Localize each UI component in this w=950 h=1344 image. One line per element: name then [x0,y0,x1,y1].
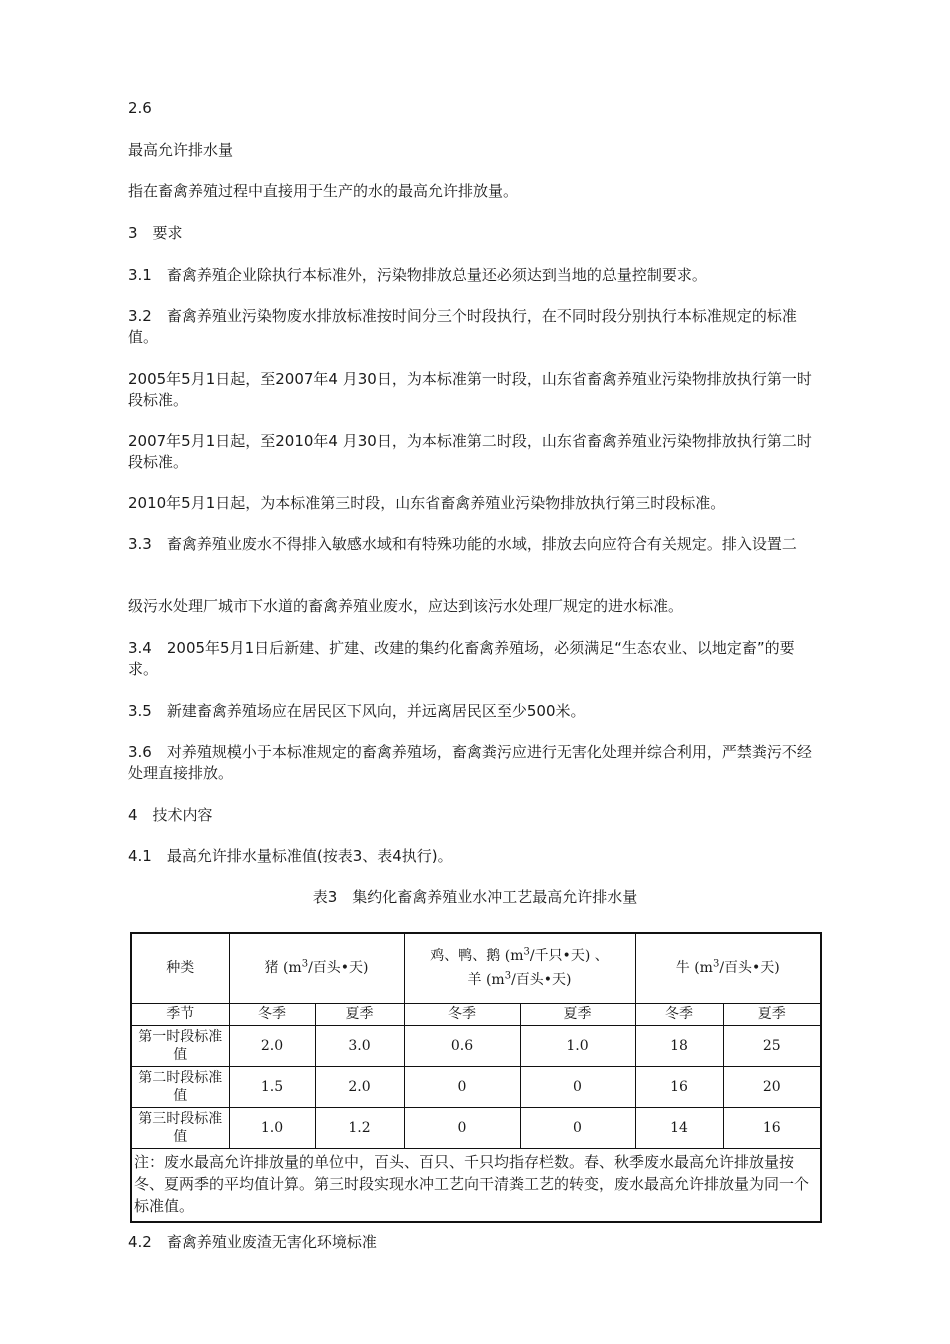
table-note-row [131,1148,821,1222]
period-label: 第一时段标准值 [131,1025,229,1066]
value-cell: 18 [635,1025,723,1066]
value-cell: 14 [635,1107,723,1148]
clause-3-1: 3.1 畜禽养殖企业除执行本标准外，污染物排放总量还必须达到当地的总量控制要求。 [128,266,707,284]
section-heading-3: 3 要求 [128,224,183,242]
term-heading: 最高允许排水量 [128,141,234,159]
clause-4-1: 4.1 最高允许排水量标准值(按表3、表4执行)。 [128,847,453,865]
value-cell: 1.0 [229,1107,315,1148]
value-cell: 1.2 [315,1107,404,1148]
value-cell: 25 [723,1025,821,1066]
kind-header: 种类 [131,933,229,1003]
season-cell: 夏季 [315,1003,404,1025]
season-cell: 夏季 [723,1003,821,1025]
section-heading-4: 4 技术内容 [128,806,213,824]
term-definition: 指在畜禽养殖过程中直接用于生产的水的最高允许排放量。 [128,182,519,200]
period-three-text: 2010年5月1日起，为本标准第三时段，山东省畜禽养殖业污染物排放执行第三时段标准。 [128,494,726,512]
pig-header: 猪 ($m^3/$百头•天) [229,933,404,1003]
value-cell: 0.6 [404,1025,520,1066]
table-row [131,1107,821,1148]
value-cell: 3.0 [315,1025,404,1066]
clause-3-5: 3.5 新建畜禽养殖场应在居民区下风向，并远离居民区至少500米。 [128,702,586,720]
clause-3-3-continued: 级污水处理厂城市下水道的畜禽养殖业废水，应达到该污水处理厂规定的进水标准。 [128,597,684,615]
clause-3-4: 3.4 2005年5月1日后新建、扩建、改建的集约化畜禽养殖场，必须满足“生态农业、以地定畜”的要求。 [128,639,795,678]
discharge-standard-table [130,932,822,1223]
cattle-header: 牛 ($m^3/$百头•天) [635,933,821,1003]
value-cell: 0 [404,1066,520,1107]
value-cell: 2.0 [229,1025,315,1066]
period-label: 第三时段标准值 [131,1107,229,1148]
section-number-2-6: 2.6 [128,99,152,117]
table-caption: 表3 集约化畜禽养殖业水冲工艺最高允许排水量 [312,888,638,906]
value-cell: 0 [404,1107,520,1148]
poultry-sheep-header: 鸡、鸭、鹅 ($m^3/$千只•天) 、 羊 ($m^3/$百头•天) [404,933,635,1003]
table-row [131,1066,821,1107]
period-two-text: 2007年5月1日起，至2010年4 月30日，为本标准第二时段，山东省畜禽养殖业污染物排放执行第二时段标准。 [128,432,812,471]
value-cell: 1.0 [520,1025,635,1066]
clause-3-2: 3.2 畜禽养殖业污染物废水排放标准按时间分三个时段执行，在不同时段分别执行本标准规定的标准值。 [128,307,797,346]
value-cell: 2.0 [315,1066,404,1107]
value-cell: 0 [520,1107,635,1148]
value-cell: 0 [520,1066,635,1107]
value-cell: 16 [723,1107,821,1148]
season-cell: 冬季 [404,1003,520,1025]
season-label: 季节 [131,1003,229,1025]
clause-3-3: 3.3 畜禽养殖业废水不得排入敏感水域和有特殊功能的水域，排放去向应符合有关规定。排入设置二 [128,535,797,553]
table-header-row [131,933,821,1003]
value-cell: 20 [723,1066,821,1107]
period-one-text: 2005年5月1日起，至2007年4 月30日，为本标准第一时段，山东省畜禽养殖业污染物排放执行第一时段标准。 [128,370,812,409]
season-cell: 夏季 [520,1003,635,1025]
season-cell: 冬季 [229,1003,315,1025]
value-cell: 1.5 [229,1066,315,1107]
period-label: 第二时段标准值 [131,1066,229,1107]
clause-4-2: 4.2 畜禽养殖业废渣无害化环境标准 [128,1233,377,1251]
table-row [131,1025,821,1066]
value-cell: 16 [635,1066,723,1107]
clause-3-6: 3.6 对养殖规模小于本标准规定的畜禽养殖场，畜禽粪污应进行无害化处理并综合利用，严禁粪污不经处理直接排放。 [128,743,812,782]
table-note: 注：废水最高允许排放量的单位中，百头、百只、千只均指存栏数。春、秋季废水最高允许排放量按冬、夏两季的平均值计算。第三时段实现水冲工艺向干清粪工艺的转变，废水最高允许排放量为同一个标准值。 [131,1148,821,1222]
season-cell: 冬季 [635,1003,723,1025]
season-row [131,1003,821,1025]
